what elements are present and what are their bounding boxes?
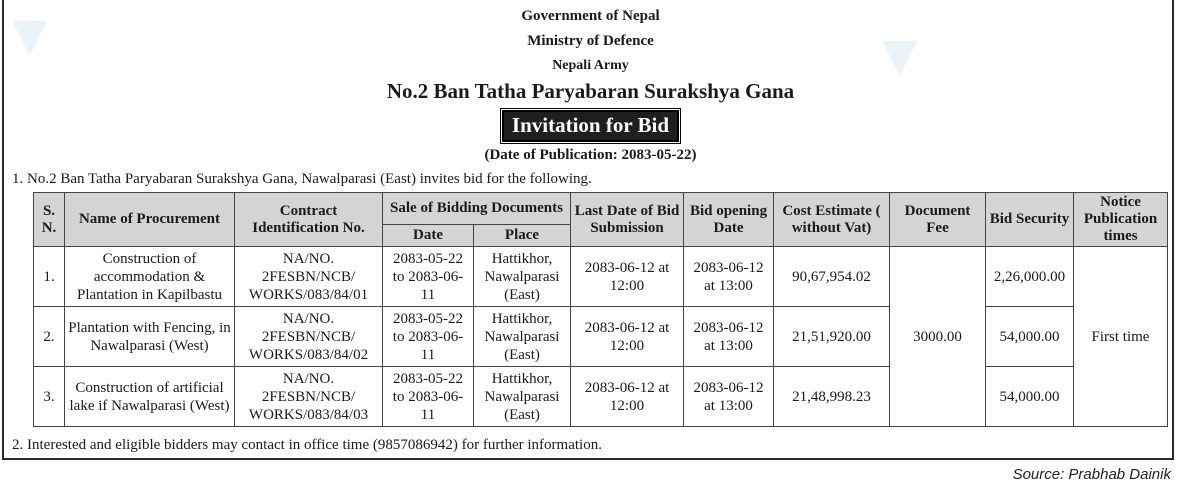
watermark-mark-left: ▼: [0, 1, 60, 68]
table-row: [34, 307, 1168, 367]
watermark-mark-right: ▼: [870, 21, 930, 88]
cell-sn: 2.: [34, 307, 65, 367]
cell-sale-date: 2083-05-22 to 2083-06-11: [383, 367, 474, 427]
cell-last-date: 2083-06-12 at 12:00: [571, 307, 684, 367]
cell-sn: 3.: [34, 367, 65, 427]
cell-sale-date: 2083-05-22 to 2083-06-11: [383, 247, 474, 307]
header-cost: Cost Estimate ( without Vat): [774, 193, 890, 247]
cell-last-date: 2083-06-12 at 12:00: [571, 367, 684, 427]
notice-title-wrap: [0, 110, 1181, 142]
unit-heading: No.2 Ban Tatha Paryabaran Surakshya Gana: [386, 79, 795, 103]
table-row: [34, 247, 1168, 307]
header-fee: Document Fee: [890, 193, 986, 247]
publication-date: (Date of Publication: 2083-05-22): [484, 147, 697, 163]
header-sn: S. N.: [34, 193, 65, 247]
cell-sale-place: Hattikhor, Nawalparasi (East): [474, 367, 571, 427]
army-heading: Nepali Army: [552, 58, 629, 73]
header-sale: Sale of Bidding Documents: [383, 193, 571, 225]
footer-note: 2. Interested and eligible bidders may contact in office time (9857086942) for further information.: [12, 437, 602, 453]
cell-security: 54,000.00: [986, 367, 1074, 427]
cell-sale-place: Hattikhor, Nawalparasi (East): [474, 247, 571, 307]
cell-security: 2,26,000.00: [986, 247, 1074, 307]
cell-sale-place: Hattikhor, Nawalparasi (East): [474, 307, 571, 367]
bid-table: [33, 192, 1168, 427]
cell-document-fee: 3000.00: [890, 247, 986, 427]
cell-opening: 2083-06-12 at 13:00: [684, 247, 774, 307]
cell-cost: 21,48,998.23: [774, 367, 890, 427]
cell-contract: NA/NO. 2FESBN/NCB/ WORKS/083/84/03: [235, 367, 383, 427]
cell-contract: NA/NO. 2FESBN/NCB/ WORKS/083/84/02: [235, 307, 383, 367]
header-notice: Notice Publication times: [1074, 193, 1168, 247]
cell-sn: 1.: [34, 247, 65, 307]
cell-opening: 2083-06-12 at 13:00: [684, 367, 774, 427]
header-sale-place: Place: [474, 224, 571, 246]
header-security: Bid Security: [986, 193, 1074, 247]
cell-notice-times: First time: [1074, 247, 1168, 427]
cell-opening: 2083-06-12 at 13:00: [684, 307, 774, 367]
government-heading: Government of Nepal: [521, 8, 660, 24]
cell-last-date: 2083-06-12 at 12:00: [571, 247, 684, 307]
cell-cost: 90,67,954.02: [774, 247, 890, 307]
cell-security: 54,000.00: [986, 307, 1074, 367]
source-credit: Source: Prabhab Dainik: [1012, 466, 1171, 483]
cell-name: Construction of artificial lake if Nawalparasi (West): [65, 367, 235, 427]
ministry-heading: Ministry of Defence: [527, 33, 654, 49]
cell-sale-date: 2083-05-22 to 2083-06-11: [383, 307, 474, 367]
header-contract: Contract Identification No.: [235, 193, 383, 247]
intro-text: 1. No.2 Ban Tatha Paryabaran Surakshya Gana, Nawalparasi (East) invites bid for the following.: [12, 171, 592, 187]
header-name: Name of Procurement: [65, 193, 235, 247]
cell-contract: NA/NO. 2FESBN/NCB/ WORKS/083/84/01: [235, 247, 383, 307]
cell-cost: 21,51,920.00: [774, 307, 890, 367]
notice-title: Invitation for Bid: [502, 110, 679, 142]
header-last-date: Last Date of Bid Submission: [571, 193, 684, 247]
table-row: [34, 367, 1168, 427]
header-sale-date: Date: [383, 224, 474, 246]
cell-name: Construction of accommodation & Plantation in Kapilbastu: [65, 247, 235, 307]
cell-name: Plantation with Fencing, in Nawalparasi (West): [65, 307, 235, 367]
header-opening: Bid opening Date: [684, 193, 774, 247]
